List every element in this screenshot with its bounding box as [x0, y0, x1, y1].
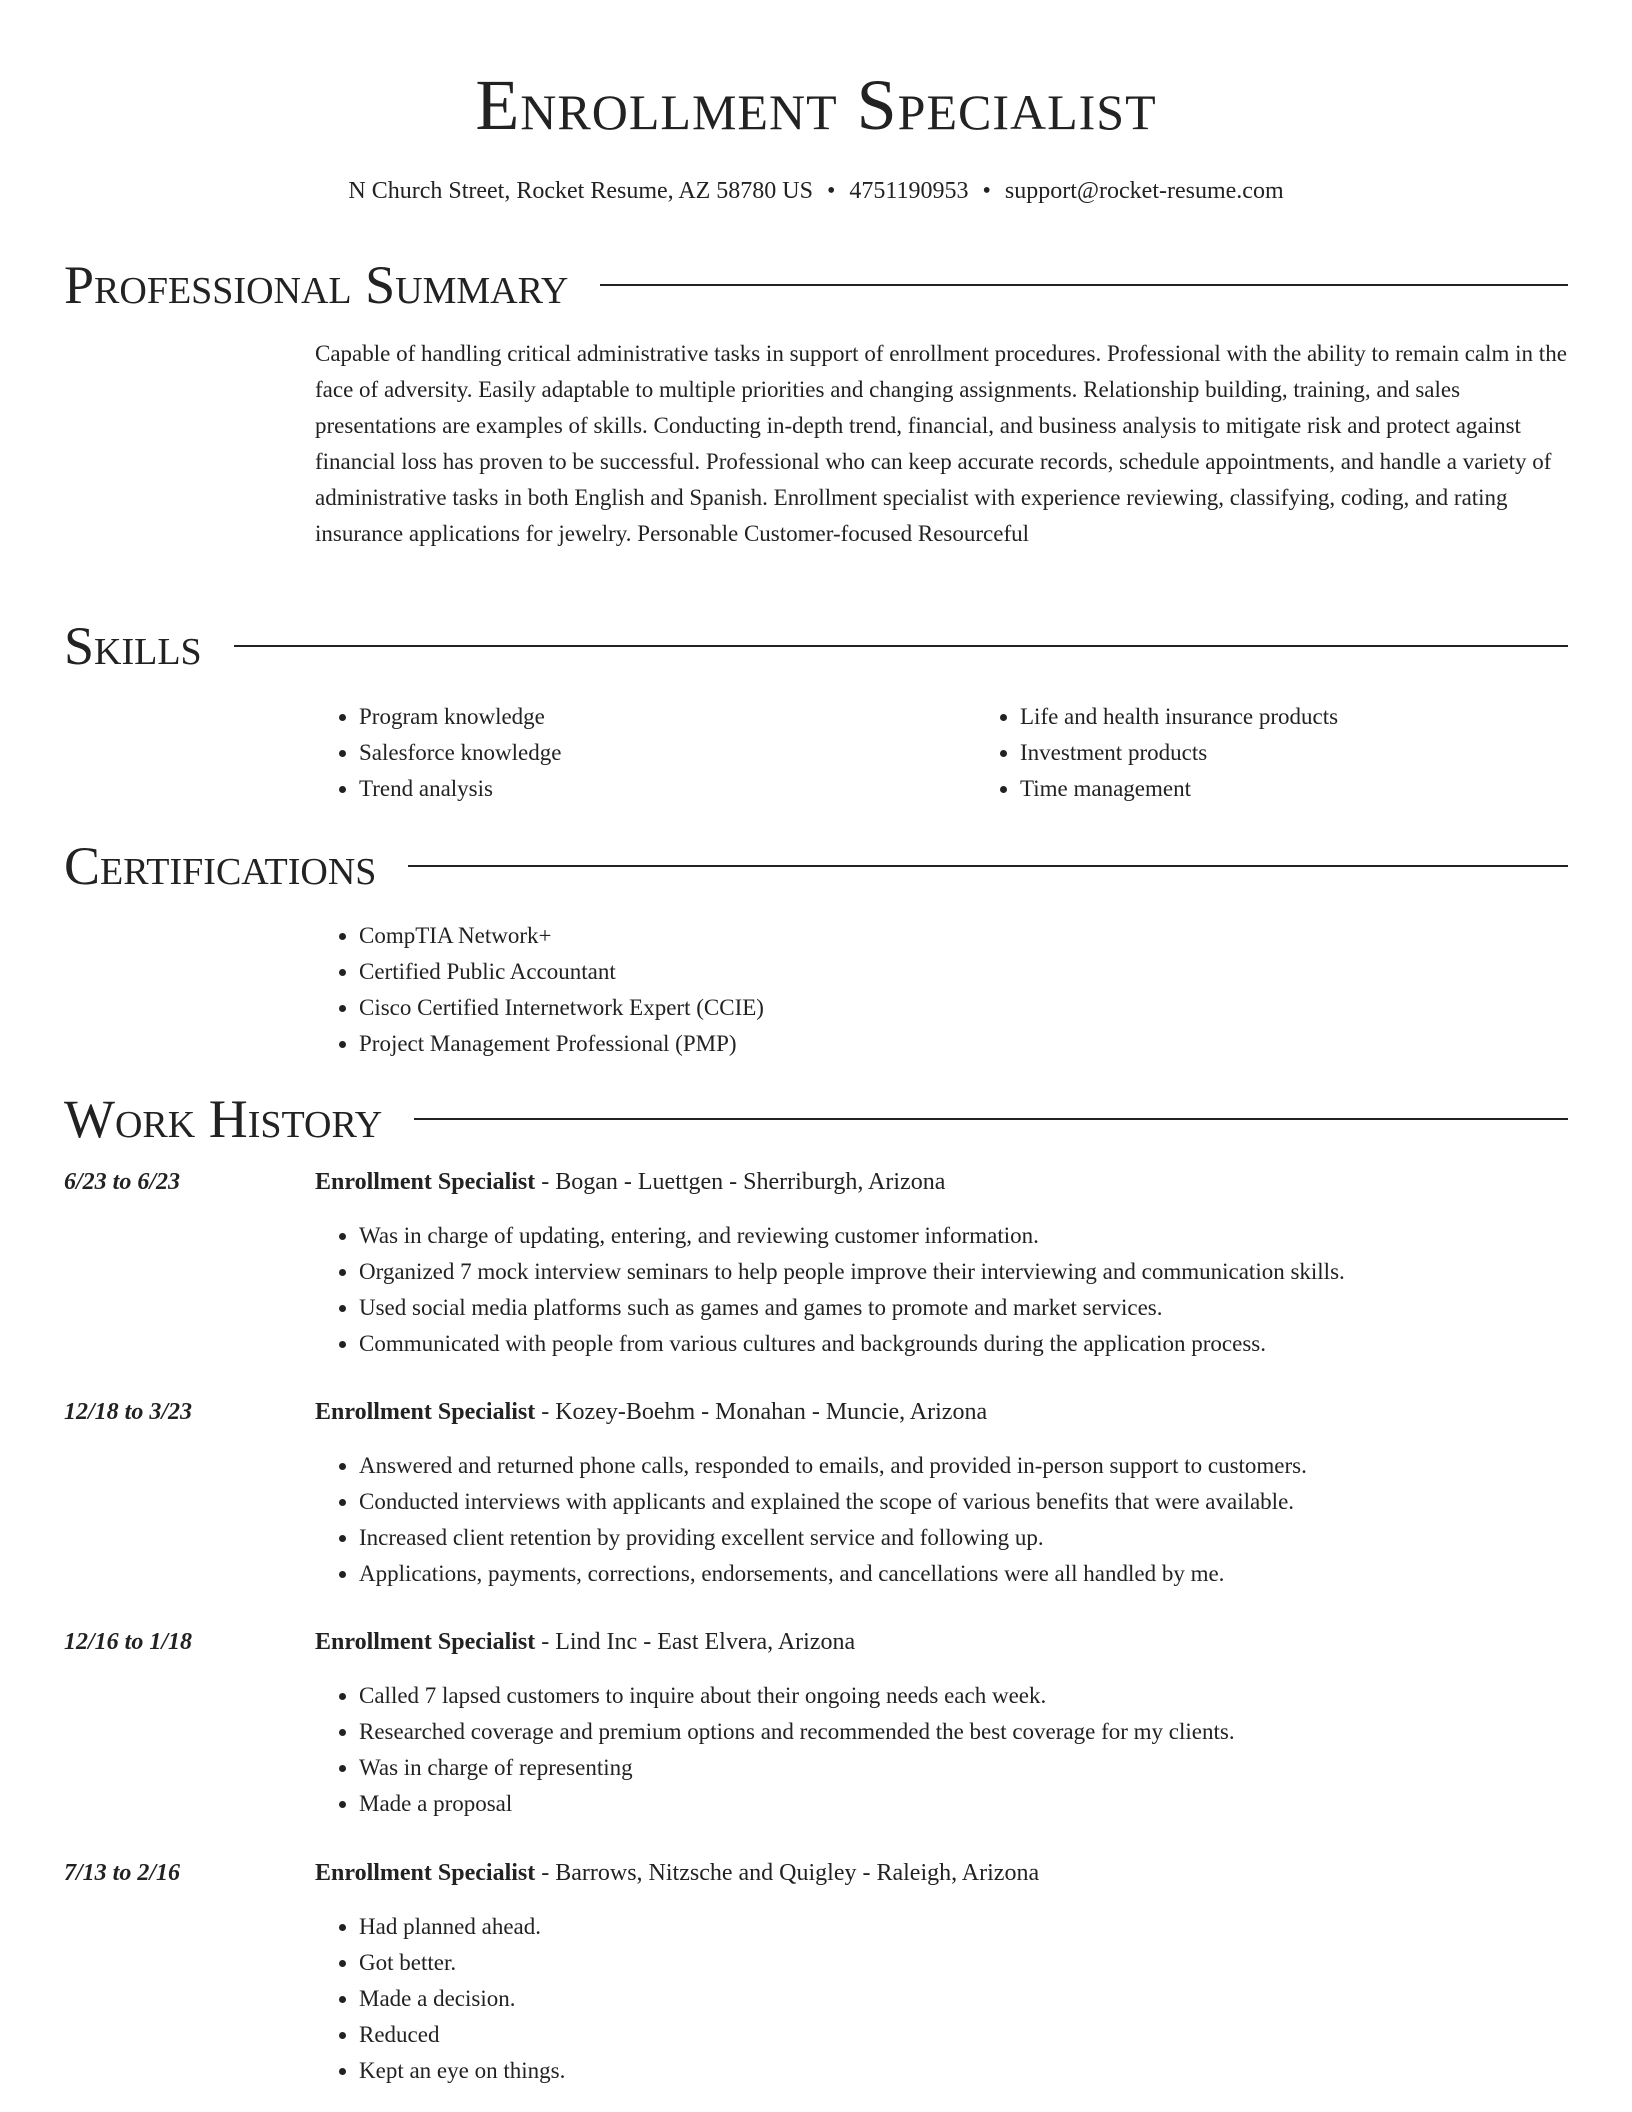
contact-email: support@rocket-resume.com [1004, 178, 1284, 204]
skills-section-title: Skills [64, 616, 202, 676]
job-heading [315, 1855, 1039, 1891]
job-company-location: - Barrows, Nitzsche and Quigley - Raleigh, Arizona [535, 1860, 1040, 1886]
job-company-location: - Kozey-Boehm - Monahan - Muncie, Arizona [535, 1399, 988, 1425]
job-dates: 7/13 to 2/16 [64, 1860, 181, 1886]
contact-phone: 4751190953 [849, 178, 969, 204]
list-item: • Cisco Certified Internetwork Expert (CCIE) [359, 990, 1568, 1026]
skills-column-right [976, 699, 1632, 807]
contact-line [0, 176, 1632, 206]
job-bullets [315, 1448, 1568, 1592]
list-item: • Conducted interviews with applicants and explained the scope of various benefits that were available. [359, 1484, 1568, 1520]
work-section-title: Work History [64, 1089, 383, 1149]
job-bullets [315, 1218, 1568, 1362]
job-company-location: - Bogan - Luettgen - Sherriburgh, Arizona [535, 1169, 946, 1195]
section-divider [600, 284, 1568, 286]
job-dates: 12/16 to 1/18 [64, 1629, 193, 1655]
job-role: Enrollment Specialist [315, 1169, 536, 1195]
list-item: • Certified Public Accountant [359, 954, 1568, 990]
job-bullets [315, 1909, 1568, 2089]
candidate-name: Enrollment Specialist [475, 65, 1157, 145]
list-item: • Reduced [359, 2017, 1568, 2053]
list-item: • Program knowledge [359, 699, 976, 735]
list-item: • Called 7 lapsed customers to inquire about their ongoing needs each week. [359, 1678, 1568, 1714]
list-item: • Communicated with people from various cultures and backgrounds during the application process. [359, 1326, 1568, 1362]
list-item: • Was in charge of representing [359, 1750, 1568, 1786]
summary-text: Capable of handling critical administrative tasks in support of enrollment procedures. Professional with the ability to remain calm in the face of adversity. Easily adaptable to multiple priorities and changing assignments. Relationship building, training, and sales presentations are examples of skills. Conducting in-depth trend, financial, and business analysis to mitigate risk and protect against financial loss has proven to be successful. Professional who can keep accurate records, schedule appointments, and handle a variety of administrative tasks in both English and Spanish. Enrollment specialist with experience reviewing, classifying, coding, and rating insurance applications for jewelry. Personable Customer-focused Resourceful [315, 341, 1567, 546]
list-item: • Made a decision. [359, 1981, 1568, 2017]
job-heading [315, 1394, 987, 1430]
list-item: • Made a proposal [359, 1786, 1568, 1822]
certifications-items [315, 918, 1568, 1062]
certifications-list [315, 918, 1568, 1062]
list-item: • Kept an eye on things. [359, 2053, 1568, 2089]
job-role: Enrollment Specialist [315, 1629, 536, 1655]
list-item: • Answered and returned phone calls, responded to emails, and provided in-person support to customers. [359, 1448, 1568, 1484]
section-divider [414, 1118, 1568, 1120]
certifications-section-title: Certifications [64, 836, 377, 896]
list-item: • Was in charge of updating, entering, and reviewing customer information. [359, 1218, 1568, 1254]
work-section-header [64, 1089, 1568, 1149]
job-heading [315, 1164, 945, 1200]
summary-section-title: Professional Summary [64, 255, 569, 315]
job-dates: 12/18 to 3/23 [64, 1399, 193, 1425]
list-item: • Had planned ahead. [359, 1909, 1568, 1945]
list-item: • CompTIA Network+ [359, 918, 1568, 954]
skills-section-header [64, 616, 1568, 676]
skills-column-left [315, 699, 976, 807]
list-item: • Project Management Professional (PMP) [359, 1026, 1568, 1062]
list-item: • Applications, payments, corrections, endorsements, and cancellations were all handled by me. [359, 1556, 1568, 1592]
contact-address: N Church Street, Rocket Resume, AZ 58780 US [348, 178, 813, 204]
contact-separator: • [827, 178, 836, 204]
list-item: • Increased client retention by providing excellent service and following up. [359, 1520, 1568, 1556]
certifications-section-header [64, 836, 1568, 896]
job-heading [315, 1624, 855, 1660]
section-divider [408, 865, 1568, 867]
list-item: • Investment products [1020, 735, 1632, 771]
job-company-location: - Lind Inc - East Elvera, Arizona [535, 1629, 856, 1655]
list-item: • Life and health insurance products [1020, 699, 1632, 735]
summary-section-header [64, 255, 1568, 315]
skills-list [315, 699, 1568, 807]
contact-separator: • [982, 178, 991, 204]
job-role: Enrollment Specialist [315, 1399, 536, 1425]
list-item: • Trend analysis [359, 771, 976, 807]
section-divider [234, 645, 1568, 647]
list-item: • Researched coverage and premium options and recommended the best coverage for my clients. [359, 1714, 1568, 1750]
list-item: • Organized 7 mock interview seminars to help people improve their interviewing and communication skills. [359, 1254, 1568, 1290]
job-dates: 6/23 to 6/23 [64, 1169, 181, 1195]
list-item: • Used social media platforms such as games and games to promote and market services. [359, 1290, 1568, 1326]
job-role: Enrollment Specialist [315, 1860, 536, 1886]
list-item: • Got better. [359, 1945, 1568, 1981]
list-item: • Salesforce knowledge [359, 735, 976, 771]
job-bullets [315, 1678, 1568, 1822]
list-item: • Time management [1020, 771, 1632, 807]
